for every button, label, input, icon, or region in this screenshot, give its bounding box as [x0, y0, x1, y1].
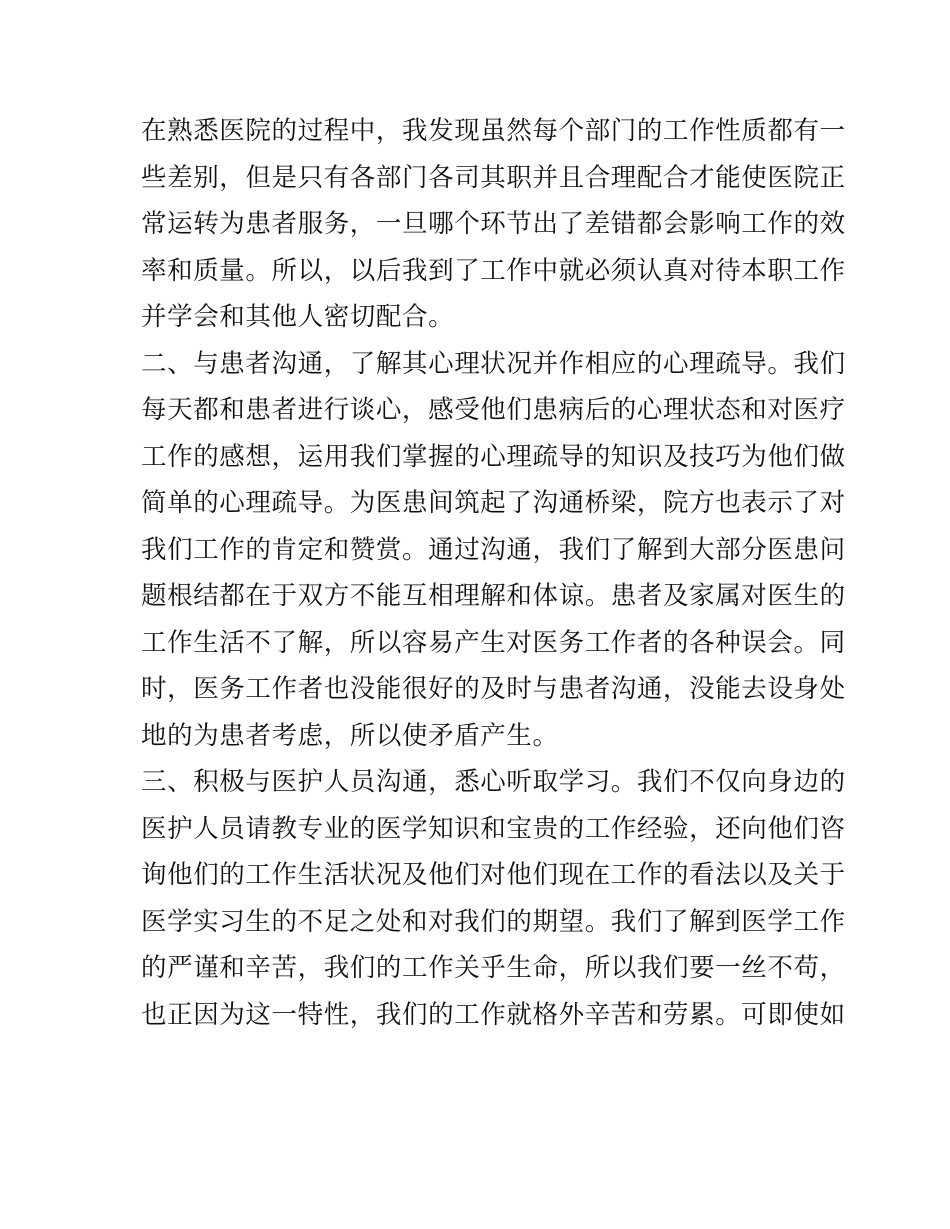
text-line: 时，医务工作者也没能很好的及时与患者沟通，没能去设身处 [141, 674, 846, 704]
text-line: 工作的感想，运用我们掌握的心理疏导的知识及技巧为他们做 [141, 441, 846, 472]
text-line: 题根结都在于双方不能互相理解和体谅。患者及家属对医生的 [141, 581, 846, 611]
text-line: 常运转为患者服务，一旦哪个环节出了差错都会影响工作的效 [141, 209, 846, 239]
text-line: 我们工作的肯定和赞赏。通过沟通，我们了解到大部分医患问 [141, 534, 846, 565]
text-line: 简单的心理疏导。为医患间筑起了沟通桥梁，院方也表示了对 [141, 488, 846, 518]
text-line: 并学会和其他人密切配合。 [141, 302, 455, 332]
text-line: 询他们的工作生活状况及他们对他们现在工作的看法以及关于 [141, 860, 846, 890]
text-line: 的严谨和辛苦，我们的工作关乎生命，所以我们要一丝不苟， [141, 953, 846, 983]
text-line: 率和质量。所以，以后我到了工作中就必须认真对待本职工作 [141, 255, 846, 286]
text-line: 在熟悉医院的过程中，我发现虽然每个部门的工作性质都有一 [141, 116, 846, 146]
text-line: 每天都和患者进行谈心，感受他们患病后的心理状态和对医疗 [141, 395, 846, 425]
text-line: 三、积极与医护人员沟通，悉心听取学习。我们不仅向身边的 [141, 767, 846, 797]
text-line: 些差别，但是只有各部门各司其职并且合理配合才能使医院正 [141, 162, 846, 193]
text-line: 地的为患者考虑，所以使矛盾产生。 [141, 720, 559, 751]
text-line: 医学实习生的不足之处和对我们的期望。我们了解到医学工作 [141, 906, 846, 937]
text-line: 也正因为这一特性，我们的工作就格外辛苦和劳累。可即使如 [141, 999, 846, 1030]
text-line: 工作生活不了解，所以容易产生对医务工作者的各种误会。同 [141, 627, 846, 658]
text-line: 医护人员请教专业的医学知识和宝贵的工作经验，还向他们咨 [141, 813, 846, 844]
document-body [141, 108, 846, 1038]
text-line: 二、与患者沟通，了解其心理状况并作相应的心理疏导。我们 [141, 348, 846, 379]
